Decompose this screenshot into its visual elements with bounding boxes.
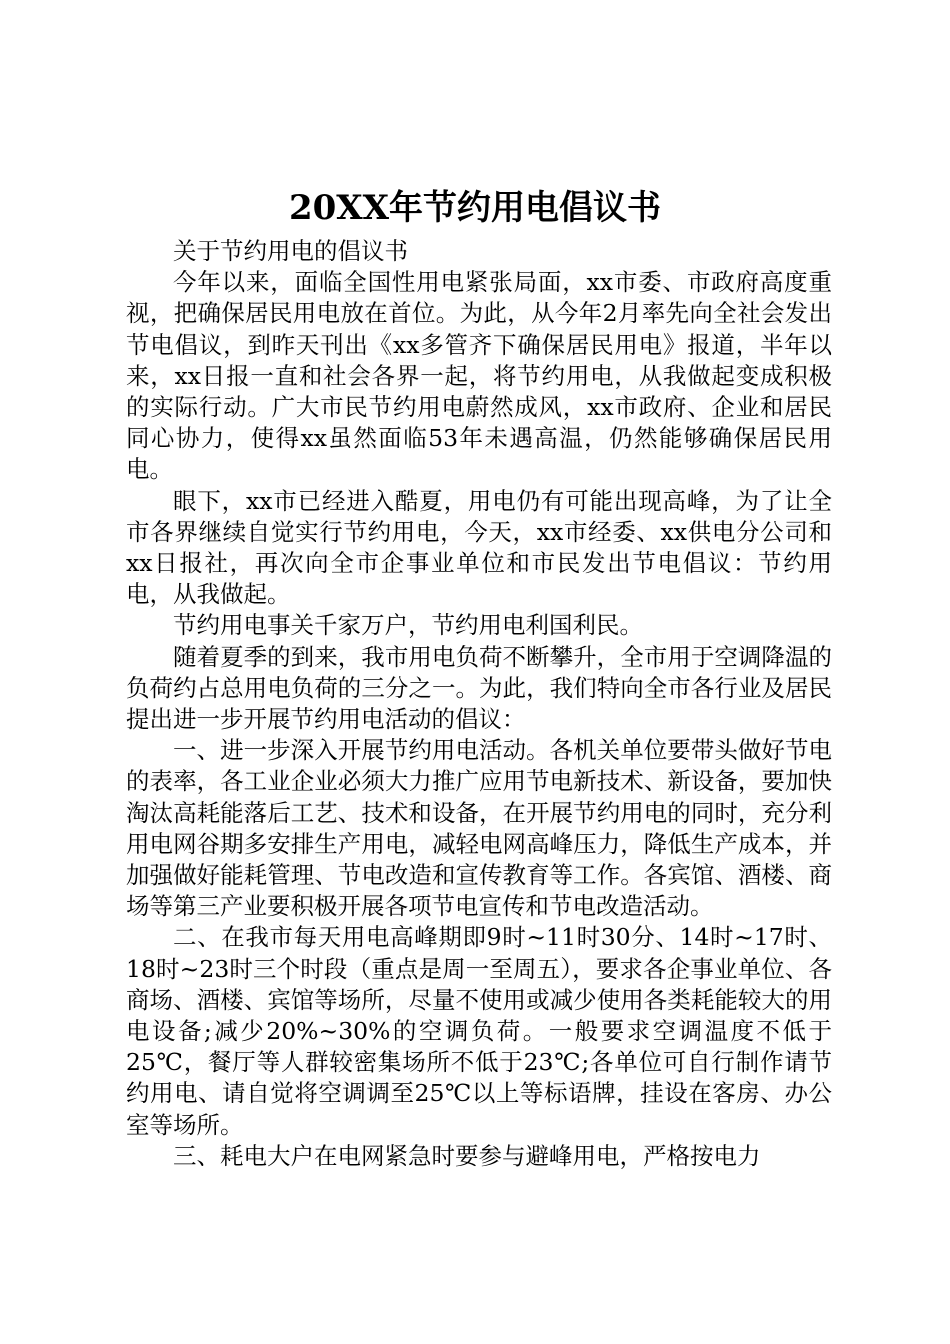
- paragraph: 今年以来，面临全国性用电紧张局面，xx市委、市政府高度重视，把确保居民用电放在首位。为此，从今年2月率先向全社会发出节电倡议，到昨天刊出《xx多管齐下确保居民用电》报道，半年以来，xx日报一直和社会各界一起，将节约用电，从我做起变成积极的实际行动。广大市民节约用电蔚然成风，xx市政府、企业和居民同心协力，使得xx虽然面临53年未遇高温，仍然能够确保居民用电。: [126, 268, 832, 484]
- paragraph: 节约用电事关千家万户，节约用电利国利民。: [173, 611, 643, 640]
- document-title: 20XX年节约用电倡议书: [288, 188, 662, 228]
- paragraph: 二、在我市每天用电高峰期即9时~11时30分、14时~17时、18时~23时三个时段（重点是周一至周五），要求各企事业单位、各商场、酒楼、宾馆等场所，尽量不使用或减少使用各类耗能较大的用电设备;减少20%~30%的空调负荷。一般要求空调温度不低于25℃，餐厅等人群较密集场所不低于23℃;各单位可自行制作请节约用电、请自觉将空调调至25℃以上等标语牌，挂设在客房、办公室等场所。: [126, 923, 832, 1139]
- paragraph: 随着夏季的到来，我市用电负荷不断攀升，全市用于空调降温的负荷约占总用电负荷的三分之一。为此，我们特向全市各行业及居民提出进一步开展节约用电活动的倡议：: [126, 642, 832, 734]
- paragraph: 一、进一步深入开展节约用电活动。各机关单位要带头做好节电的表率，各工业企业必须大力推广应用节电新技术、新设备，要加快淘汰高耗能落后工艺、技术和设备，在开展节约用电的同时，充分利用电网谷期多安排生产用电，减轻电网高峰压力，降低生产成本，并加强做好能耗管理、节电改造和宣传教育等工作。各宾馆、酒楼、商场等第三产业要积极开展各项节电宣传和节电改造活动。: [126, 736, 832, 921]
- paragraph: 三、耗电大户在电网紧急时要参与避峰用电，严格按电力: [173, 1141, 761, 1170]
- paragraph: 眼下，xx市已经进入酷夏，用电仍有可能出现高峰，为了让全市各界继续自觉实行节约用电，今天，xx市经委、xx供电分公司和xx日报社，再次向全市企事业单位和市民发出节电倡议：节约用电，从我做起。: [126, 486, 832, 609]
- document-body: [126, 236, 832, 1172]
- paragraph-subtitle: 关于节约用电的倡议书: [173, 237, 408, 265]
